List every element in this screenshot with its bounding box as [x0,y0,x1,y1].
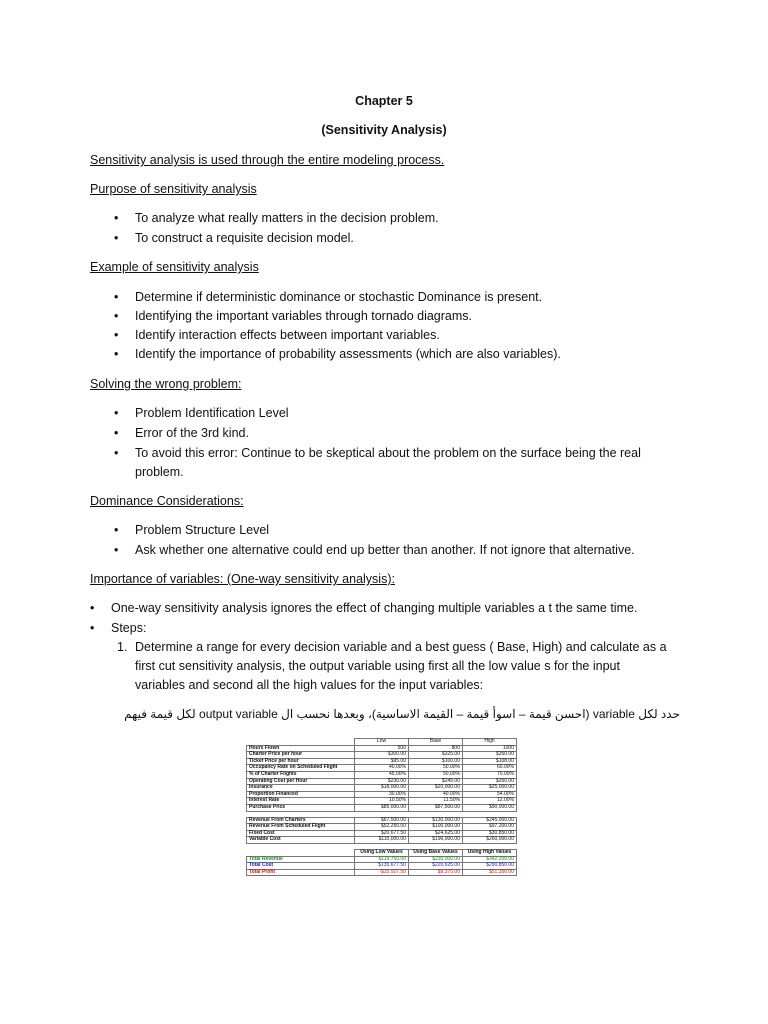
sensitivity-spreadsheet [246,738,519,910]
table-cell: $115,000.00 [355,837,409,844]
bullet-icon: • [114,523,119,537]
table-cell: Variable Cost [247,837,355,844]
table-cell: $245.00 [409,778,463,785]
table-cell: Using High Values [463,849,517,856]
table-cell: 1000 [463,745,517,752]
table-cell: 70.00% [463,771,517,778]
table-cell: 60.00% [463,765,517,772]
table-cell: $24,625.00 [409,830,463,837]
importance-heading: Importance of variables: (One-way sensitivity analysis): [90,572,395,586]
table-cell: $196,000.00 [409,837,463,844]
table-cell: $108.00 [463,758,517,765]
table-cell: 800 [409,745,463,752]
table-cell: 40.00% [409,791,463,798]
document-page: Chapter 5 (Sensitivity Analysis) Sensitivity analysis is used through the entire modeling process. Purpose of sensitivity analysis • To analyze what really matters in the decision problem. • To construct a requisite decision model. Example of sensitivity analysis • Determine if deterministic dominance or stochastic Dominance is present. • Identifying the important variables through tornado diagrams. • Identify interaction effects between important variables. • Identify the importance of probability assessments (which are also variables). Solving the wrong problem: • Problem Identification Level • Error of the 3rd kind. • To avoid this error: Continue to be skeptical about the problem on the surface being the real problem. Dominance Considerations: • Problem Structure Level • Ask whether one alternative could end up better than another. If not ignore that alternative. Importance of variables: (One-way sensitivity analysis): • One-way sensitivity analysis ignores the effect of changing multiple variables a t the same time. • Steps: 1. Determine a range for every decision variable and a best guess ( Base, High) and calculate as a first cut sensitivity analysis, the output variable using first all the low value s for the input variables and second all the high values for the input variables: حدد لكل variable (احسن قيمة – اسوأ قيمة – القيمة الاساسية)، وبعدها نحسب ال output variable لكل قيمة فيهم Low Base High Hours Flown 500 800 1000 Charter Price per hour $300.00 $325.00 $350.00 Ticket Price per hour $95.00 $100.00 $108.00 Occupancy Rate on Scheduled Flight 40.00% 50.00% 60.00% % of Charter Flights 45.00% 50.00% 70.00% Operating Cost per Hour $230.00 $245.00 $260.00 Insurance $18,000.00 $20,000.00 $25,000.00 Proportion Financed 30.00% 40.00% 54.00% Interest Rate 10.50% 11.50% 12.00% Purchase Price $85,000.00 $87,500.00 $90,000.00 Revenue From Charters $67,500.00 $130,000.00 $245,000.00 Revenue From Scheduled Flight $52,250.00 $100,000.00 $97,200.00 Fixed Cost $20,677.50 $24,625.00 $30,850.00 Variable Cost $115,000.00 $196,000.00 $260,000.00 Using Low Values Using Base Values Using High Values Total Revenue $119,750.00 $230,000.00 $342,200.00 Total Cost $135,677.50 $220,625.00 $290,850.00 Total Profit -$15,927.50 $9,375.00 $51,350.00 [0,0,768,1024]
table-cell: $52,250.00 [355,824,409,831]
table-cell: 30.00% [355,791,409,798]
table-cell: $135,677.50 [355,863,409,870]
table-cell: 500 [355,745,409,752]
bullet-icon: • [114,309,119,323]
table-cell: $100.00 [409,758,463,765]
table-cell: $290,850.00 [463,863,517,870]
table-row [247,837,517,844]
bullet-icon: • [114,231,119,245]
table-cell: Insurance [247,785,355,792]
table-cell: Low [355,739,409,746]
table-cell: $95.00 [355,758,409,765]
table-cell: Total Profit [247,869,355,876]
bullet-icon: • [90,621,95,635]
table-row [247,804,517,811]
bullet-icon: • [114,290,119,304]
intro-sentence: Sensitivity analysis is used through the entire modeling process. [90,153,445,167]
chapter-title: Chapter 5 [355,94,413,108]
table-cell: $130,000.00 [409,817,463,824]
table-cell: $245,000.00 [463,817,517,824]
bullet-icon: • [114,347,119,361]
table-cell: 54.00% [463,791,517,798]
table-cell: 11.50% [409,798,463,805]
table-cell: Purchase Price [247,804,355,811]
table-cell: Proportion Financed [247,791,355,798]
table-cell: $67,500.00 [355,817,409,824]
table-cell: $230,000.00 [409,856,463,863]
table-cell: Total Cost [247,863,355,870]
step-text-line: Determine a range for every decision variable and a best guess ( Base, High) and calculate as a [135,640,667,654]
table-cell: $20,677.50 [355,830,409,837]
bullet-icon: • [114,543,119,557]
table-cell [247,849,355,856]
table-cell: Hours Flown [247,745,355,752]
table-cell: Revenue From Scheduled Flight [247,824,355,831]
table-cell: $100,000.00 [409,824,463,831]
spreadsheet-table [246,738,517,876]
table-cell: -$15,927.50 [355,869,409,876]
table-cell: Using Low Values [355,849,409,856]
table-cell: 40.00% [355,765,409,772]
table-cell: $97,200.00 [463,824,517,831]
header-row [247,739,517,746]
bullet-icon: • [114,426,119,440]
table-cell: $90,000.00 [463,804,517,811]
result-row [247,869,517,876]
table-cell: Ticket Price per hour [247,758,355,765]
table-cell: $51,350.00 [463,869,517,876]
purpose-heading: Purpose of sensitivity analysis [90,182,257,196]
bullet-icon: • [114,406,119,420]
table-cell: $350.00 [463,752,517,759]
table-cell: Interest Rate [247,798,355,805]
table-cell: 45.00% [355,771,409,778]
chapter-subtitle: (Sensitivity Analysis) [321,123,447,137]
table-cell: $18,000.00 [355,785,409,792]
table-cell: Fixed Cost [247,830,355,837]
bullet-icon: • [114,446,119,460]
table-cell: Occupancy Rate on Scheduled Flight [247,765,355,772]
table-cell: Base [409,739,463,746]
step-text-line: first cut sensitivity analysis, the output variable using first all the low value s for the input [135,659,620,673]
arabic-note: حدد لكل variable (احسن قيمة – اسوأ قيمة – القيمة الاساسية)، وبعدها نحسب ال output variable لكل قيمة فيهم [124,707,680,721]
result-header-row [247,849,517,856]
bullet-icon: • [114,211,119,225]
step-text-line: variables and second all the high values for the input variables: [135,678,484,692]
table-row [247,791,517,798]
table-cell: $119,750.00 [355,856,409,863]
table-cell: $85,000.00 [355,804,409,811]
table-cell: $87,500.00 [409,804,463,811]
table-cell: $300.00 [355,752,409,759]
table-cell: 50.00% [409,771,463,778]
bullet-icon: • [114,328,119,342]
table-cell: Using Base Values [409,849,463,856]
list-item-continuation: problem. [135,465,184,479]
table-cell: $342,200.00 [463,856,517,863]
table-cell: $25,000.00 [463,785,517,792]
table-cell: $220,625.00 [409,863,463,870]
table-cell: Charter Price per hour [247,752,355,759]
bullet-icon: • [90,601,95,615]
table-cell: Operating Cost per Hour [247,778,355,785]
table-cell: 50.00% [409,765,463,772]
table-cell: $325.00 [409,752,463,759]
dominance-heading: Dominance Considerations: [90,494,244,508]
table-cell: $9,375.00 [409,869,463,876]
wrong-problem-heading: Solving the wrong problem: [90,377,242,391]
table-cell: 10.50% [355,798,409,805]
table-cell: High [463,739,517,746]
table-cell: $260,000.00 [463,837,517,844]
table-cell: Total Revenue [247,856,355,863]
table-cell: $260.00 [463,778,517,785]
table-cell: $30,850.00 [463,830,517,837]
table-cell: $230.00 [355,778,409,785]
table-cell: $20,000.00 [409,785,463,792]
table-cell: Revenue From Charters [247,817,355,824]
step-number: 1. [117,640,128,654]
table-cell: % of Charter Flights [247,771,355,778]
table-cell: 12.00% [463,798,517,805]
example-heading: Example of sensitivity analysis [90,260,259,274]
